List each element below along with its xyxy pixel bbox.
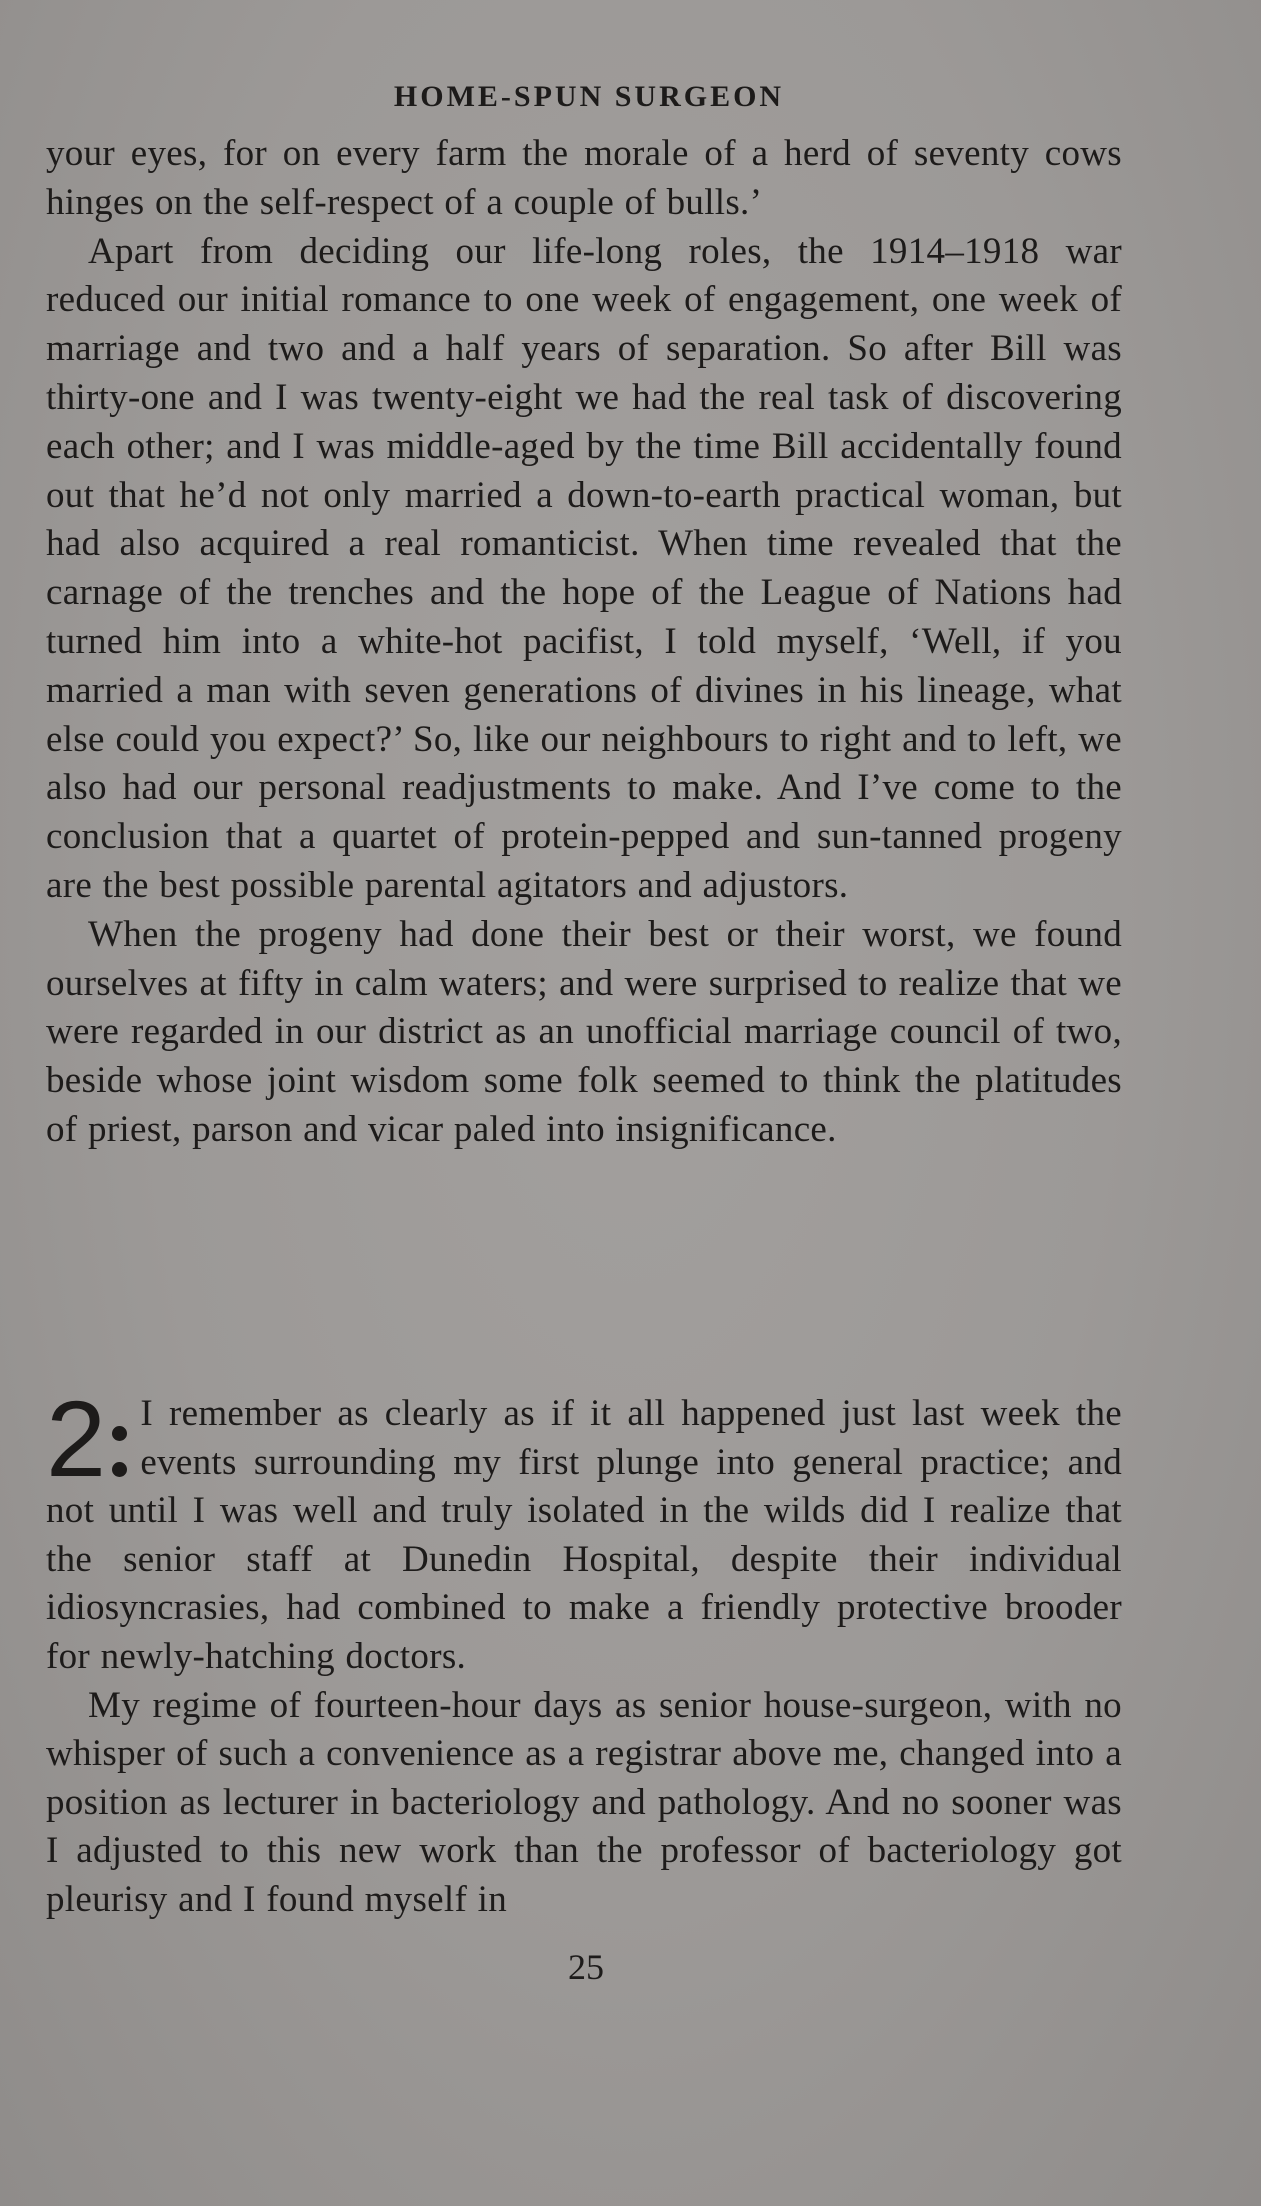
section-number [46,1378,132,1499]
running-header: HOME-SPUN SURGEON [393,80,785,113]
paragraph: When the progeny had done their best or their worst, we found ourselves at fifty in calm waters; and were surprised to realize that we were regarded in our district as an unofficial marriage council of two, beside whose joint wisdom some folk seemed to think the platitudes of priest, parson and vicar paled into insignificance. [46,913,1122,1150]
section-number-colon-icon [106,1396,132,1480]
section-one-text [46,130,1122,1155]
section-number-digit: 2 [46,1378,107,1499]
section-two-text [46,1378,1122,1925]
paragraph-continuation: your eyes, for on every farm the morale of a herd of seventy cows hinges on the self-respect of a couple of bulls.’ [46,133,1122,223]
paragraph: My regime of fourteen-hour days as senior house-surgeon, with no whisper of such a convenience as a registrar above me, changed into a position as lecturer in bacteriology and pathology. And no sooner was I adjusted to this new work than the professor of bacteriology got pleurisy and I found myself in [46,1684,1122,1920]
page-number: 25 [568,1947,604,1987]
paragraph: Apart from deciding our life-long roles, the 1914–1918 war reduced our initial romance to one week of engagement, one week of marriage and two and a half years of separation. So after Bill was thirty-one and I was twenty-eight we had the real task of discovering each other; and I was middle-aged by the time Bill accidentally found out that he’d not only married a down-to-earth practical woman, but had also acquired a real romanticist. When time revealed that the carnage of the trenches and the hope of the League of Nations had turned him into a white-hot pacifist, I told myself, ‘Well, if you married a man with seven generations of divines in his lineage, what else could you expect?’ So, like our neighbours to right and to left, we also had our personal readjustments to make. And I’ve come to the conclusion that a quartet of protein-pepped and sun-tanned progeny are the best possible parental agitators and adjustors. [46,230,1122,906]
paragraph: I remember as clearly as if it all happened just last week the events surrounding my first plunge into general practice; and not until I was well and truly isolated in the wilds did I realize that the senior staff at Dunedin Hospital, despite their individual idiosyncrasies, had combined to make a friendly protective brooder for newly-hatching doctors. [46,1393,1122,1677]
